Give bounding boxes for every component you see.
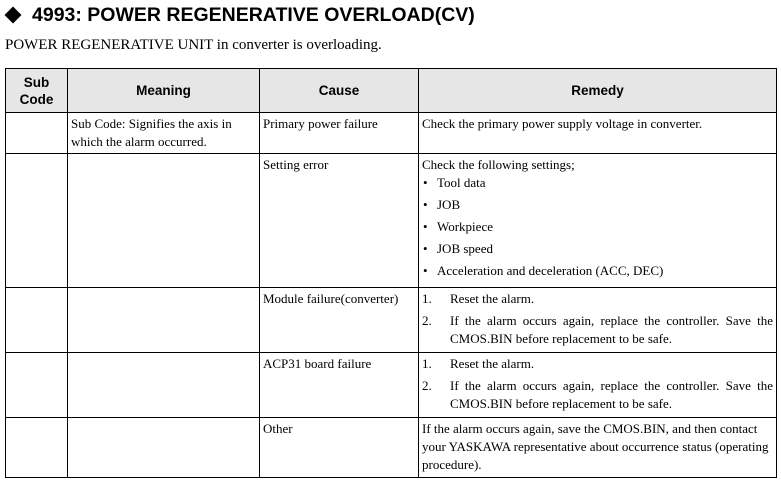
cell-cause: ACP31 board failure [260, 353, 419, 418]
cell-cause: Other [260, 418, 419, 478]
bullet-dot-icon: • [423, 219, 428, 234]
remedy-bullet [422, 240, 773, 258]
bullet-text: Acceleration and deceleration (ACC, DEC) [437, 263, 664, 278]
remedy-bullet [422, 218, 773, 236]
remedy-step [422, 355, 773, 373]
remedy-text: If the alarm occurs again, save the CMOS.BIN, and then contact your YASKAWA representative about occurrence status (operating procedure). [422, 421, 769, 472]
alarm-heading [5, 2, 475, 28]
bullet-dot-icon: • [423, 263, 428, 278]
step-number: 2. [422, 313, 432, 328]
bullet-dot-icon: • [423, 197, 428, 212]
remedy-step [422, 290, 773, 308]
cell-remedy [419, 353, 777, 418]
cell-sub-code [6, 418, 68, 478]
remedy-bullet [422, 196, 773, 214]
cell-meaning [68, 154, 260, 288]
cell-remedy [419, 288, 777, 353]
cell-cause: Module failure(converter) [260, 288, 419, 353]
cell-sub-code [6, 113, 68, 154]
table-row [6, 113, 777, 154]
cell-remedy [419, 113, 777, 154]
bullet-text: JOB [437, 197, 461, 212]
step-number: 2. [422, 378, 432, 393]
table-header-row [6, 69, 777, 113]
cell-sub-code [6, 353, 68, 418]
bullet-text: JOB speed [437, 241, 493, 256]
remedy-step [422, 312, 773, 348]
remedy-bullet [422, 174, 773, 192]
table-row [6, 154, 777, 288]
cell-remedy [419, 418, 777, 478]
alarm-description: POWER REGENERATIVE UNIT in converter is overloading. [5, 37, 382, 53]
table-row [6, 288, 777, 353]
cell-meaning [68, 353, 260, 418]
step-number: 1. [422, 291, 432, 306]
table-row [6, 353, 777, 418]
bullet-dot-icon: • [423, 175, 428, 190]
step-number: 1. [422, 356, 432, 371]
table-row [6, 418, 777, 478]
cell-meaning: Sub Code: Signifies the axis in which the alarm occurred. [68, 113, 260, 154]
remedy-step [422, 377, 773, 413]
bullet-dot-icon: • [423, 241, 428, 256]
header-meaning: Meaning [68, 69, 260, 113]
cell-cause: Primary power failure [260, 113, 419, 154]
cell-cause: Setting error [260, 154, 419, 288]
alarm-table [5, 68, 777, 478]
remedy-text: Check the following settings; [422, 157, 575, 172]
cell-remedy [419, 154, 777, 288]
step-text: If the alarm occurs again, replace the controller. Save the CMOS.BIN before replacement to be safe. [450, 378, 773, 411]
cell-meaning [68, 418, 260, 478]
header-cause: Cause [260, 69, 419, 113]
remedy-bullet [422, 262, 773, 280]
cell-sub-code [6, 288, 68, 353]
header-sub-code: Sub Code [6, 69, 68, 113]
step-text: If the alarm occurs again, replace the controller. Save the CMOS.BIN before replacement to be safe. [450, 313, 773, 346]
diamond-bullet-icon [5, 7, 22, 24]
header-remedy: Remedy [419, 69, 777, 113]
cell-sub-code [6, 154, 68, 288]
bullet-text: Tool data [437, 175, 486, 190]
alarm-title: 4993: POWER REGENERATIVE OVERLOAD(CV) [32, 3, 475, 26]
bullet-text: Workpiece [437, 219, 493, 234]
cell-meaning [68, 288, 260, 353]
remedy-text: Check the primary power supply voltage in converter. [422, 116, 703, 131]
step-text: Reset the alarm. [450, 291, 535, 306]
step-text: Reset the alarm. [450, 356, 535, 371]
